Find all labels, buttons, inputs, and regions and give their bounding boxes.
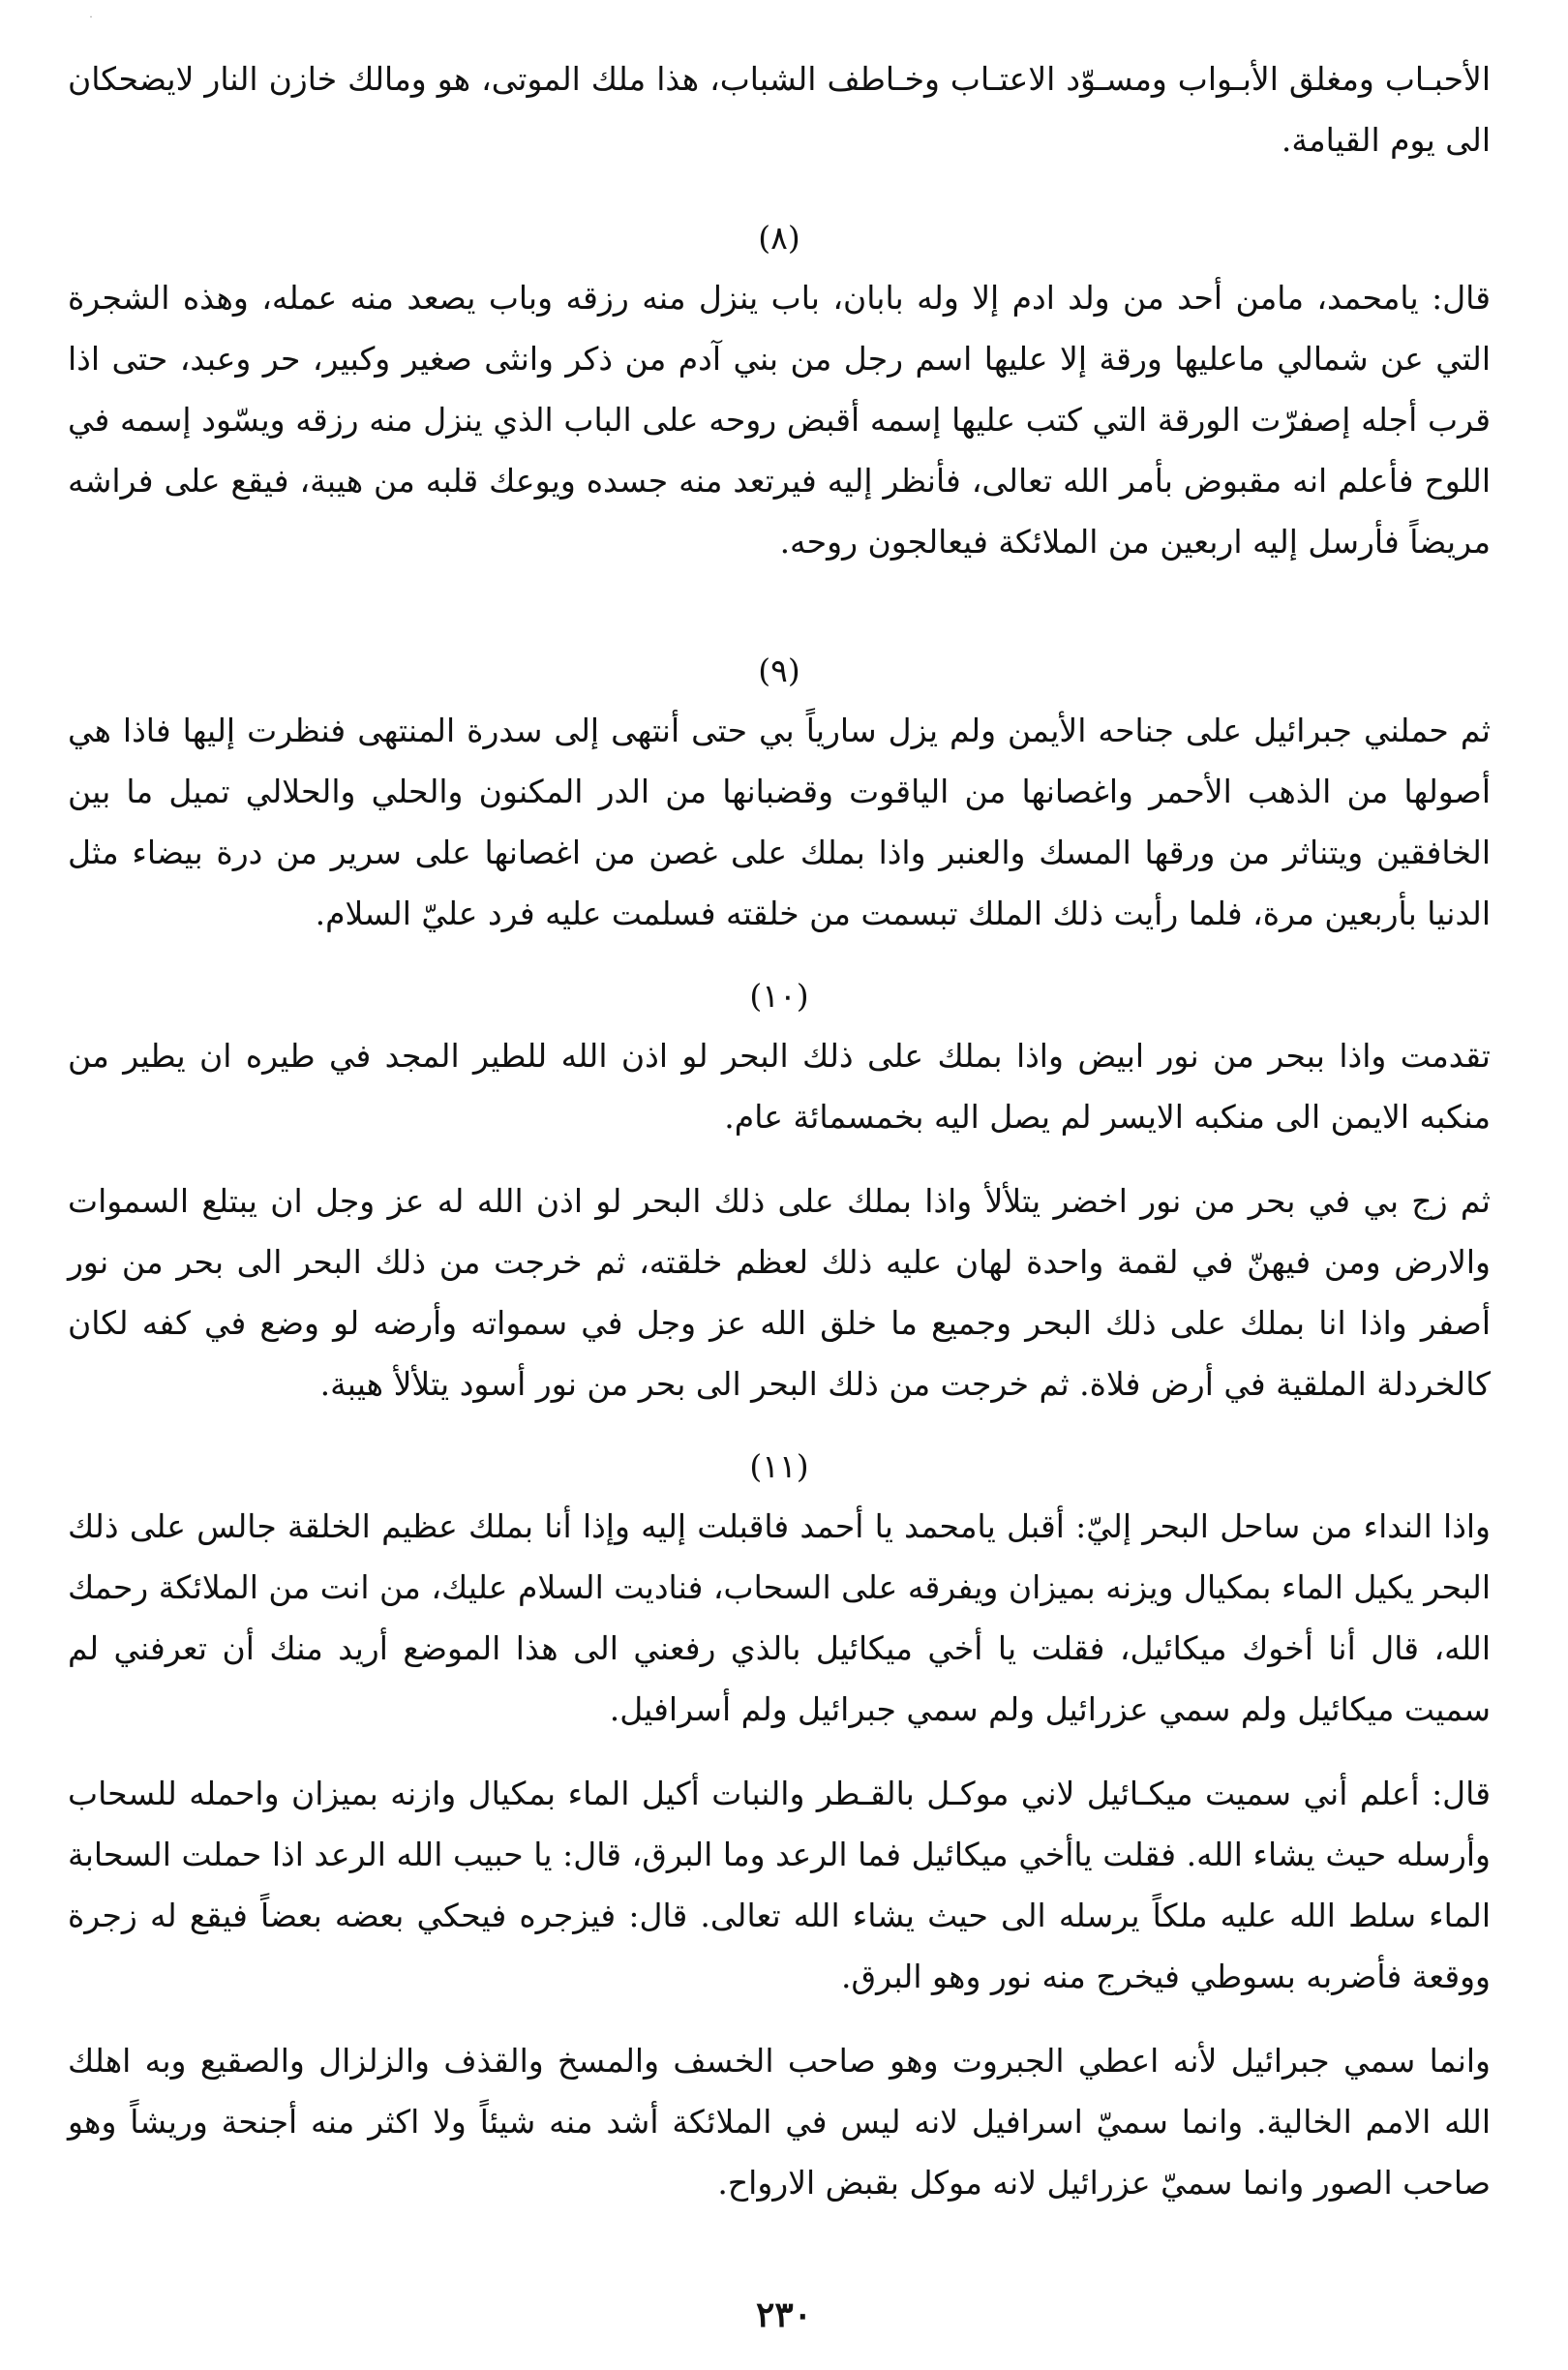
spacer	[68, 170, 1491, 209]
spacer	[68, 1414, 1491, 1438]
spacer	[68, 1147, 1491, 1170]
section-heading-10: (١٠)	[749, 977, 809, 1015]
intro-paragraph: الأحبـاب ومغلق الأبـواب ومسـوّد الاعتـاب وخـاطف الشباب، هذا ملك الموتى، هو ومالك خازن النار لايضحكان الى يوم القيامة.	[68, 60, 1491, 159]
spacer	[68, 944, 1491, 967]
scan-corner-mark: ·	[89, 10, 93, 23]
section-heading-9: (٩)	[758, 652, 800, 689]
section-11-paragraph-3: وانما سمي جبرائيل لأنه اعطي الجبروت وهو صاحب الخسف والمسخ والقذف والزلزال والصقيع وبه اهلك الله الامم الخالية. وانما سميّ اسرافيل لانه ليس في الملائكة أشد منه شيئاً ولا اكثر منه أجنحة وريشاً وهو صاحب الصور وانما سميّ عزرائيل لانه موكل بقبض الارواح.	[68, 2042, 1491, 2202]
section-10-paragraph-1: تقدمت واذا ببحر من نور ابيض واذا بملك على ذلك البحر لو اذن الله للطير المجد في طيره ان يطير من منكبه الايمن الى منكبه الايسر لم يصل اليه بخمسمائة عام.	[68, 1037, 1491, 1136]
spacer	[68, 572, 1491, 642]
document-page	[68, 48, 1491, 2304]
section-heading-11: (١١)	[749, 1447, 809, 1485]
section-10-paragraph-2: ثم زج بي في بحر من نور اخضر يتلألأ واذا بملك على ذلك البحر لو اذن الله له عز وجل ان يبتلع السموات والارض ومن فيهنّ في لقمة واحدة لهان عليه ذلك لعظم خلقته، ثم خرجت من ذلك البحر الى بحر من نور أصفر واذا انا بملك على ذلك البحر وجميع ما خلق الله عز وجل في سمواته وأرضه لو وضع في كفه لكان كالخردلة الملقية في أرض فلاة. ثم خرجت من ذلك البحر الى بحر من نور أسود يتلألأ هيبة.	[68, 1182, 1491, 1403]
spacer	[68, 2007, 1491, 2030]
section-9-paragraph-1: ثم حملني جبرائيل على جناحه الأيمن ولم يزل سارياً بي حتى أنتهى إلى سدرة المنتهى فنظرت إليها فاذا هي أصولها من الذهب الأحمر واغصانها من الياقوت وقضبانها من الدر المكنون والحلي والحلالي تميل ما بين الخافقين ويتناثر من ورقها المسك والعنبر واذا بملك على غصن من اغصانها على سرير من درة بيضاء مثل الدنيا بأربعين مرة، فلما رأيت ذلك الملك تبسمت من خلقته فسلمت عليه فرد عليّ السلام.	[68, 712, 1492, 932]
section-11-paragraph-1: واذا النداء من ساحل البحر إليّ: أقبل يامحمد يا أحمد فاقبلت إليه وإذا أنا بملك عظيم الخلقة جالس على ذلك البحر يكيل الماء بمكيال ويزنه بميزان ويفرقه على السحاب، فناديت السلام عليك، من انت من الملائكة رحمك الله، قال أنا أخوك ميكائيل، فقلت يا أخي ميكائيل بالذي رفعني الى هذا الموضع أريد منك أن تعرفني لم سميت ميكائيل ولم سمي عزرائيل ولم سمي جبرائيل ولم أسرافيل.	[68, 1507, 1491, 1728]
section-8-paragraph-1: قال: يامحمد، مامن أحد من ولد ادم إلا وله بابان، باب ينزل منه رزقه وباب يصعد منه عمله، وهذه الشجرة التي عن شمالي ماعليها ورقة إلا عليها اسم رجل من بني آدم من ذكر وانثى صغير وكبير، حر وعبد، حتى اذا قرب أجله إصفرّت الورقة التي كتب عليها إسمه أقبض روحه على الباب الذي ينزل منه رزقه ويسّود إسمه في اللوح فأعلم انه مقبوض بأمر الله تعالى، فأنظر إليه فيرتعد منه جسده ويوعك قلبه من هيبة، فيقع على فراشه مريضاً فأرسل إليه اربعين من الملائكة فيعالجون روحه.	[68, 279, 1491, 561]
section-11-paragraph-2: قال: أعلم أني سميت ميكـائيل لاني موكـل بالقـطر والنبات أكيل الماء بمكيال وازنه بميزان واحمله للسحاب وأرسله حيث يشاء الله. فقلت ياأخي ميكائيل فما الرعد وما البرق، قال: يا حبيب الله الرعد اذا حملت السحابة الماء سلط الله عليه ملكاً يرسله الى حيث يشاء الله تعالى. قال: فيزجره فيحكي بعضه بعضاً فيقع له زجرة ووقعة فأضربه بسوطي فيخرج منه نور وهو البرق.	[68, 1775, 1491, 1995]
page-number: ٢٣٠	[755, 2294, 812, 2335]
section-heading-8: (٨)	[758, 219, 800, 257]
spacer	[68, 1740, 1491, 1763]
